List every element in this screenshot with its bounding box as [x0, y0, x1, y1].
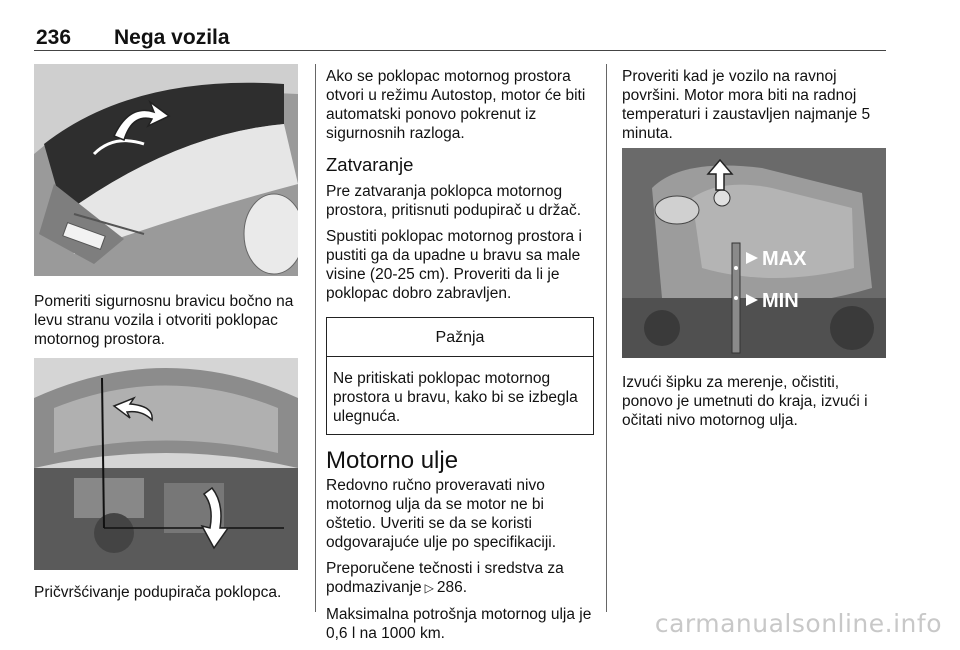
right-column-intro: Proveriti kad je vozilo na ravnoj površini. Motor mora biti na radnoj temperaturi i zaustavljen najmanje 5 minuta.: [622, 68, 871, 142]
page-title: Nega vozila: [114, 26, 230, 49]
column-divider-1: [315, 64, 316, 612]
left-caption-2: Pričvršćivanje podupirača poklopca.: [34, 584, 282, 601]
closing-paragraph-2: Spustiti poklopac motornog prostora i pustiti ga da upadne u bravu sa male visine (20-25 cm). Proveriti da li je poklopac dobro zabravljen.: [326, 228, 582, 302]
autostop-paragraph: Ako se poklopac motornog prostora otvori u režimu Autostop, motor će biti automatski ponovo pokrenut iz sigurnosnih razloga.: [326, 68, 586, 142]
caution-text: Ne pritiskati poklopac motornog prostora u bravu, kako bi se izbegla ulegnuća.: [333, 370, 578, 425]
column-divider-2: [606, 64, 607, 612]
right-caption: Izvući šipku za merenje, očistiti, ponovo je umetnuti do kraja, izvući i očitati nivo motornog ulja.: [622, 374, 868, 429]
caution-box: [326, 317, 594, 435]
caution-title: Pažnja: [327, 318, 593, 357]
watermark: carmanualsonline.info: [654, 609, 942, 638]
header-rule: [34, 50, 886, 51]
oil-paragraph-2: [326, 559, 594, 598]
oil-paragraph-2-text: Preporučene tečnosti i sredstva za podmazivanje: [326, 560, 564, 596]
page-reference-icon[interactable]: ▷: [424, 581, 434, 595]
closing-heading: Zatvaranje: [326, 154, 414, 175]
dipstick-max-label: MAX: [762, 248, 807, 270]
oil-paragraph-3: Maksimalna potrošnja motornog ulja je 0,6 l na 1000 km.: [326, 606, 592, 642]
engine-oil-heading: Motorno ulje: [326, 447, 459, 474]
dipstick-min-label: MIN: [762, 290, 799, 312]
figure-dipstick: [622, 148, 886, 358]
figure-hood-opening: [34, 64, 298, 276]
figure-hood-support: [34, 358, 298, 570]
closing-paragraph-1: Pre zatvaranja poklopca motornog prostora, pritisnuti podupirač u držač.: [326, 183, 582, 219]
oil-paragraph-2-ref[interactable]: 286.: [436, 579, 468, 596]
left-caption-1: Pomeriti sigurnosnu bravicu bočno na levu stranu vozila i otvoriti poklopac motornog prostora.: [34, 293, 294, 348]
middle-column: [326, 67, 594, 650]
oil-paragraph-1: Redovno ručno proveravati nivo motornog ulja da se motor ne bi oštetio. Uveriti se da se koristi odgovarajuće ulje po specifikaciji.: [326, 477, 557, 551]
page-number: 236: [36, 26, 72, 49]
